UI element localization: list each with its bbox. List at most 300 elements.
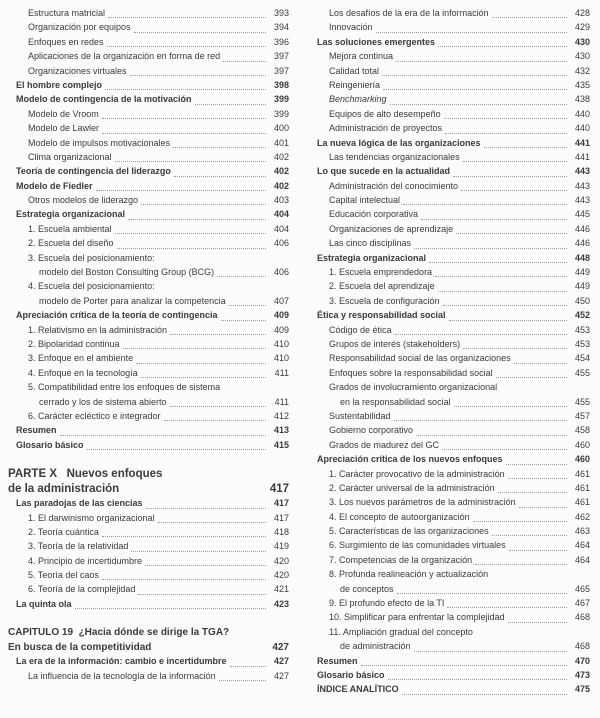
toc-entry-title: El hombre complejo	[16, 79, 103, 90]
toc-entry	[8, 339, 289, 353]
toc-entry-title: 5. Características de las organizaciones	[329, 526, 489, 537]
toc-entry	[8, 468, 289, 498]
toc-entry-line	[28, 570, 289, 584]
toc-entry-page: 396	[273, 36, 289, 47]
toc-entry-line	[28, 281, 289, 295]
toc-entry-line	[329, 80, 590, 94]
toc-entry-page: 468	[574, 612, 590, 623]
dot-leader	[217, 276, 266, 277]
toc-entry	[309, 267, 590, 281]
toc-entry-line	[28, 267, 289, 281]
toc-entry-page: 465	[574, 583, 590, 594]
toc-entry-line	[28, 556, 289, 570]
toc-entry-line	[28, 397, 289, 411]
dot-leader	[453, 176, 567, 177]
toc-entry-line	[16, 440, 289, 454]
toc-entry-line	[28, 123, 289, 137]
toc-entry	[309, 310, 590, 324]
dot-leader	[361, 665, 567, 666]
toc-entry-page: 412	[273, 410, 289, 421]
toc-entry-title: 4. Escuela del posicionamiento:	[28, 281, 155, 292]
toc-entry-page: 440	[574, 123, 590, 134]
toc-entry	[8, 671, 289, 685]
dot-leader	[383, 89, 567, 90]
toc-entry-line	[329, 598, 590, 612]
toc-entry-page: 420	[273, 570, 289, 581]
toc-entry-title: Glosario básico	[317, 669, 385, 680]
toc-entry-line	[28, 253, 289, 267]
dot-leader	[134, 32, 266, 33]
dot-leader	[438, 291, 567, 292]
toc-entry-line	[317, 253, 590, 267]
toc-entry-page: 409	[273, 324, 289, 335]
toc-entry-page: 406	[273, 238, 289, 249]
toc-entry	[8, 238, 289, 252]
toc-entry-line	[28, 152, 289, 166]
toc-entry-title: Administración de proyectos	[329, 123, 443, 134]
toc-entry	[309, 540, 590, 554]
toc-entry	[8, 22, 289, 36]
toc-entry-title: Otros modelos de liderazgo	[28, 195, 139, 206]
toc-entry-title: 5. Teoría del caos	[28, 570, 99, 581]
toc-entry-title: Modelo de contingencia de la motivación	[16, 94, 192, 105]
toc-entry-title: 3. Enfoque en el ambiente	[28, 353, 134, 364]
toc-entry-title: de administración	[340, 641, 411, 652]
toc-entry-page: 463	[574, 526, 590, 537]
dot-leader	[136, 363, 266, 364]
dot-leader	[105, 89, 266, 90]
toc-entry-page: 450	[574, 295, 590, 306]
toc-entry-title: Las cinco disciplinas	[329, 238, 412, 249]
toc-entry-title: Benchmarking	[329, 94, 387, 105]
dot-leader	[396, 61, 567, 62]
dot-leader	[416, 435, 567, 436]
toc-entry-page: 438	[574, 94, 590, 105]
toc-entry-page: 400	[273, 123, 289, 134]
toc-entry-page: 413	[273, 425, 289, 436]
toc-entry-page: 410	[273, 338, 289, 349]
toc-entry	[8, 310, 289, 324]
dot-leader	[447, 607, 567, 608]
toc-entry-line	[329, 109, 590, 123]
toc-entry-page: 420	[273, 555, 289, 566]
toc-entry	[8, 599, 289, 613]
toc-entry-page: 448	[574, 252, 590, 263]
toc-entry-title: Enfoques en redes	[28, 36, 104, 47]
toc-entry	[8, 80, 289, 94]
toc-entry-title: 11. Ampliación gradual del concepto	[329, 626, 473, 637]
dot-leader	[123, 348, 266, 349]
toc-entry-title: Reingeniería	[329, 79, 381, 90]
toc-entry	[309, 325, 590, 339]
dot-leader	[107, 46, 266, 47]
toc-entry-line	[28, 195, 289, 209]
toc-entry-line	[8, 468, 289, 483]
dot-leader	[444, 118, 567, 119]
toc-entry-title: 6. Teoría de la complejidad	[28, 584, 136, 595]
dot-leader	[376, 32, 567, 33]
toc-entry-page: 421	[273, 584, 289, 595]
toc-entry	[309, 425, 590, 439]
toc-entry	[309, 94, 590, 108]
toc-entry-title: 3. Los nuevos parámetros de la administración	[329, 497, 516, 508]
dot-leader	[223, 61, 266, 62]
toc-entry	[8, 66, 289, 80]
dot-leader	[397, 593, 567, 594]
toc-entry	[309, 353, 590, 367]
toc-entry-line	[16, 166, 289, 180]
toc-entry-title: Las paradojas de las ciencias	[16, 498, 143, 509]
toc-entry-title: La quinta ola	[16, 598, 72, 609]
toc-entry	[309, 22, 590, 36]
toc-entry-line	[329, 469, 590, 483]
toc-entry-line	[329, 238, 590, 252]
toc-entry-title: Gobierno corporativo	[329, 425, 414, 436]
toc-entry-page: 473	[574, 669, 590, 680]
toc-entry	[8, 584, 289, 598]
toc-entry-page: 462	[574, 511, 590, 522]
dot-leader	[170, 334, 266, 335]
toc-entry-page: 443	[574, 166, 590, 177]
dot-leader	[96, 190, 266, 191]
dot-leader	[229, 305, 266, 306]
toc-entry-line	[329, 612, 590, 626]
dot-leader	[102, 133, 266, 134]
toc-entry-page: 430	[574, 36, 590, 47]
toc-entry-line	[28, 541, 289, 555]
toc-entry-page: 406	[273, 267, 289, 278]
toc-entry	[309, 138, 590, 152]
dot-leader	[473, 521, 567, 522]
toc-entry-page: 461	[574, 497, 590, 508]
toc-entry-line	[16, 310, 289, 324]
toc-entry	[8, 353, 289, 367]
toc-entry-title: 4. El concepto de autoorganización	[329, 511, 470, 522]
dot-leader	[138, 594, 266, 595]
toc-entry-page: 401	[273, 137, 289, 148]
dot-leader	[145, 565, 266, 566]
toc-entry-line	[329, 224, 590, 238]
toc-entry-line	[317, 670, 590, 684]
toc-entry-page: 443	[574, 180, 590, 191]
toc-entry-line	[329, 66, 590, 80]
toc-entry-line	[317, 138, 590, 152]
toc-entry-page: 397	[273, 65, 289, 76]
toc-entry-line	[329, 51, 590, 65]
toc-entry-page: 460	[574, 439, 590, 450]
dot-leader	[492, 17, 567, 18]
toc-entry-line	[28, 8, 289, 22]
toc-entry-line	[329, 627, 590, 641]
toc-entry-page: 461	[574, 482, 590, 493]
toc-entry-title: 10. Simplificar para enfrentar la complejidad	[329, 612, 505, 623]
toc-entry-title: Grupos de interés (stakeholders)	[329, 338, 461, 349]
toc-entry-page: 441	[574, 151, 590, 162]
toc-entry-line	[329, 22, 590, 36]
toc-entry-page: 468	[574, 641, 590, 652]
toc-entry	[309, 339, 590, 353]
dot-leader	[158, 522, 266, 523]
toc-entry-title: 9. El profundo efecto de la TI	[329, 598, 445, 609]
toc-entry-title: Modelo de impulsos motivacionales	[28, 137, 171, 148]
toc-entry-title: 1. El darwinismo organizacional	[28, 512, 155, 523]
toc-entry-page: 443	[574, 195, 590, 206]
toc-entry-line	[28, 22, 289, 36]
toc-entry-line	[317, 656, 590, 670]
toc-entry-page: 427	[273, 656, 289, 667]
toc-entry	[8, 181, 289, 195]
toc-entry-title: 1. Relativismo en la administración	[28, 324, 168, 335]
dot-leader	[394, 420, 567, 421]
dot-leader	[438, 46, 567, 47]
dot-leader	[475, 564, 567, 565]
toc-entry-title: Mejora continua	[329, 51, 394, 62]
dot-leader	[402, 694, 567, 695]
toc-entry	[309, 296, 590, 310]
toc-entry-title: Los desafíos de la era de la información	[329, 8, 489, 18]
toc-entry	[309, 469, 590, 483]
toc-entry-page: 455	[574, 396, 590, 407]
toc-entry-line	[16, 425, 289, 439]
toc-entry-page: 464	[574, 540, 590, 551]
dot-leader	[388, 679, 567, 680]
toc-entry-line	[16, 209, 289, 223]
dot-leader	[102, 118, 266, 119]
toc-entry-line	[317, 310, 590, 324]
toc-entry-page: 423	[273, 598, 289, 609]
toc-entry-page: 441	[574, 137, 590, 148]
toc-entry	[309, 368, 590, 382]
toc-entry-line	[329, 526, 590, 540]
dot-leader	[173, 147, 266, 148]
toc-entry-line	[28, 671, 289, 685]
toc-entry-line	[329, 368, 590, 382]
toc-entry-page: 411	[274, 396, 289, 407]
dot-leader	[87, 449, 266, 450]
toc-entry-title: PARTE X Nuevos enfoques	[8, 468, 163, 481]
toc-entry-line	[28, 296, 289, 310]
toc-entry	[309, 569, 590, 598]
toc-entry-page: 429	[574, 22, 590, 33]
dot-leader	[141, 204, 266, 205]
toc-entry-title: 4. Principio de incertidumbre	[28, 555, 143, 566]
toc-entry-title: Glosario básico	[16, 439, 84, 450]
toc-entry-page: 402	[273, 180, 289, 191]
toc-entry-line	[28, 368, 289, 382]
toc-entry-title: En busca de la competitividad	[8, 641, 152, 653]
toc-entry-line	[28, 411, 289, 425]
toc-entry-line	[329, 497, 590, 511]
toc-column-left	[8, 8, 289, 710]
toc-entry	[8, 325, 289, 339]
toc-entry-page: 460	[574, 454, 590, 465]
toc-entry	[309, 440, 590, 454]
toc-entry-line	[329, 425, 590, 439]
toc-entry-line	[8, 642, 289, 657]
toc-entry	[8, 152, 289, 166]
toc-entry	[8, 368, 289, 382]
toc-entry-title: Modelo de Fiedler	[16, 180, 93, 191]
toc-entry	[309, 123, 590, 137]
toc-entry	[8, 425, 289, 439]
dot-leader	[146, 508, 266, 509]
toc-entry	[309, 382, 590, 411]
toc-entry-line	[329, 325, 590, 339]
toc-entry-page: 398	[273, 79, 289, 90]
toc-entry	[309, 411, 590, 425]
dot-leader	[221, 320, 266, 321]
toc-entry-title: modelo del Boston Consulting Group (BCG)	[39, 267, 215, 278]
toc-entry	[8, 51, 289, 65]
toc-entry-title: 2. Teoría cuántica	[28, 526, 99, 537]
toc-entry-title: Sustentabilidad	[329, 410, 391, 421]
toc-entry-line	[16, 94, 289, 108]
toc-entry-page: 458	[574, 425, 590, 436]
toc-entry-page: 454	[574, 353, 590, 364]
toc-entry	[8, 382, 289, 411]
dot-leader	[382, 75, 567, 76]
toc-entry-page: 410	[273, 353, 289, 364]
toc-entry	[309, 526, 590, 540]
toc-entry-title: 2. Escuela del aprendizaje	[329, 281, 435, 292]
toc-entry-title: 3. Escuela de configuración	[329, 295, 440, 306]
dot-leader	[498, 492, 567, 493]
toc-entry-line	[329, 267, 590, 281]
toc-entry-line	[329, 411, 590, 425]
toc-entry-title: 6. Surgimiento de las comunidades virtuales	[329, 540, 506, 551]
toc-entry-page: 428	[574, 8, 590, 18]
toc-entry	[8, 527, 289, 541]
dot-leader	[442, 449, 567, 450]
toc-entry	[309, 224, 590, 238]
toc-entry	[309, 497, 590, 511]
toc-entry-line	[28, 51, 289, 65]
toc-entry-line	[8, 627, 289, 642]
toc-column-right	[309, 8, 590, 710]
toc-entry	[8, 513, 289, 527]
toc-entry-page: 449	[574, 281, 590, 292]
toc-entry	[309, 37, 590, 51]
toc-entry-title: Lo que sucede en la actualidad	[317, 166, 451, 177]
toc-entry-page: 417	[273, 512, 289, 523]
toc-entry-line	[28, 109, 289, 123]
toc-entry-title: Las tendencias organizacionales	[329, 151, 460, 162]
toc-entry-page: 449	[574, 267, 590, 278]
toc-entry-title: 3. Escuela del posicionamiento:	[28, 252, 155, 263]
toc-entry	[309, 684, 590, 698]
toc-entry	[309, 627, 590, 656]
toc-entry-page: 404	[273, 209, 289, 220]
toc-entry-line	[329, 569, 590, 583]
toc-entry-line	[329, 440, 590, 454]
toc-entry-title: Código de ética	[329, 324, 392, 335]
toc-entry-page: 402	[273, 151, 289, 162]
toc-entry	[309, 555, 590, 569]
toc-entry-line	[329, 281, 590, 295]
dot-leader	[230, 666, 266, 667]
toc-entry-page: 399	[273, 108, 289, 119]
toc-entry-line	[28, 584, 289, 598]
toc-entry	[309, 152, 590, 166]
toc-entry-title: Estructura matricial	[28, 8, 106, 18]
dot-leader	[130, 75, 266, 76]
toc-entry-title: 5. Compatibilidad entre los enfoques de sistema	[28, 382, 221, 393]
dot-leader	[429, 262, 567, 263]
toc-entry-line	[329, 152, 590, 166]
toc-entry-line	[28, 224, 289, 238]
toc-entry	[309, 8, 590, 22]
toc-entry-line	[317, 684, 590, 698]
toc-entry	[309, 670, 590, 684]
toc-entry-title: La nueva lógica de las organizaciones	[317, 137, 481, 148]
toc-entry-line	[16, 498, 289, 512]
toc-entry-line	[329, 397, 590, 411]
dot-leader	[461, 190, 567, 191]
toc-entry-title: 3. Teoría de la relatividad	[28, 541, 129, 552]
toc-entry-page: 404	[273, 223, 289, 234]
dot-leader	[421, 219, 567, 220]
dot-leader	[115, 161, 266, 162]
toc-entry-page: 419	[273, 541, 289, 552]
toc-entry-line	[16, 599, 289, 613]
dot-leader	[390, 104, 567, 105]
toc-entry-title: ÍNDICE ANALÍTICO	[317, 684, 399, 695]
toc-entry-title: de la administración	[8, 483, 120, 496]
toc-entry-line	[28, 339, 289, 353]
toc-entry-line	[329, 339, 590, 353]
toc-entry	[309, 181, 590, 195]
toc-entry	[309, 80, 590, 94]
toc-entry	[8, 281, 289, 310]
dot-leader	[463, 348, 567, 349]
toc-entry	[8, 498, 289, 512]
toc-entry-title: Ética y responsabilidad social	[317, 310, 446, 321]
toc-entry-title: Capital intelectual	[329, 195, 401, 206]
toc-entry	[8, 556, 289, 570]
toc-entry	[8, 627, 289, 656]
toc-entry-title: Educación corporativa	[329, 209, 419, 220]
dot-leader	[174, 176, 266, 177]
toc-entry-title: Equipos de alto desempeño	[329, 108, 441, 119]
toc-entry-line	[329, 94, 590, 108]
toc-entry-page: 399	[273, 94, 289, 105]
toc-entry-title: 2. Bipolaridad continua	[28, 338, 120, 349]
toc-entry-page: 435	[574, 79, 590, 90]
toc-entry-title: Las soluciones emergentes	[317, 36, 436, 47]
dot-leader	[508, 622, 567, 623]
toc-entry	[8, 195, 289, 209]
toc-entry-title: Organizaciones virtuales	[28, 65, 127, 76]
dot-leader	[403, 204, 567, 205]
toc-entry-line	[28, 325, 289, 339]
dot-leader	[508, 478, 567, 479]
toc-entry-line	[329, 353, 590, 367]
toc-entry-page: 418	[273, 526, 289, 537]
toc-entry-title: Responsabilidad social de las organizaciones	[329, 353, 511, 364]
toc-entry-page: 432	[574, 65, 590, 76]
dot-leader	[164, 420, 266, 421]
toc-entry-line	[329, 512, 590, 526]
dot-leader	[514, 363, 567, 364]
toc-entry-page: 467	[574, 598, 590, 609]
toc-entry-line	[329, 584, 590, 598]
dot-leader	[108, 17, 266, 18]
dot-leader	[219, 680, 266, 681]
toc-entry-title: 8. Profunda realineación y actualización	[329, 569, 489, 580]
toc-entry-title: Aplicaciones de la organización en forma de red	[28, 51, 221, 62]
toc-entry-page: 415	[273, 439, 289, 450]
toc-entry-page: 464	[574, 554, 590, 565]
